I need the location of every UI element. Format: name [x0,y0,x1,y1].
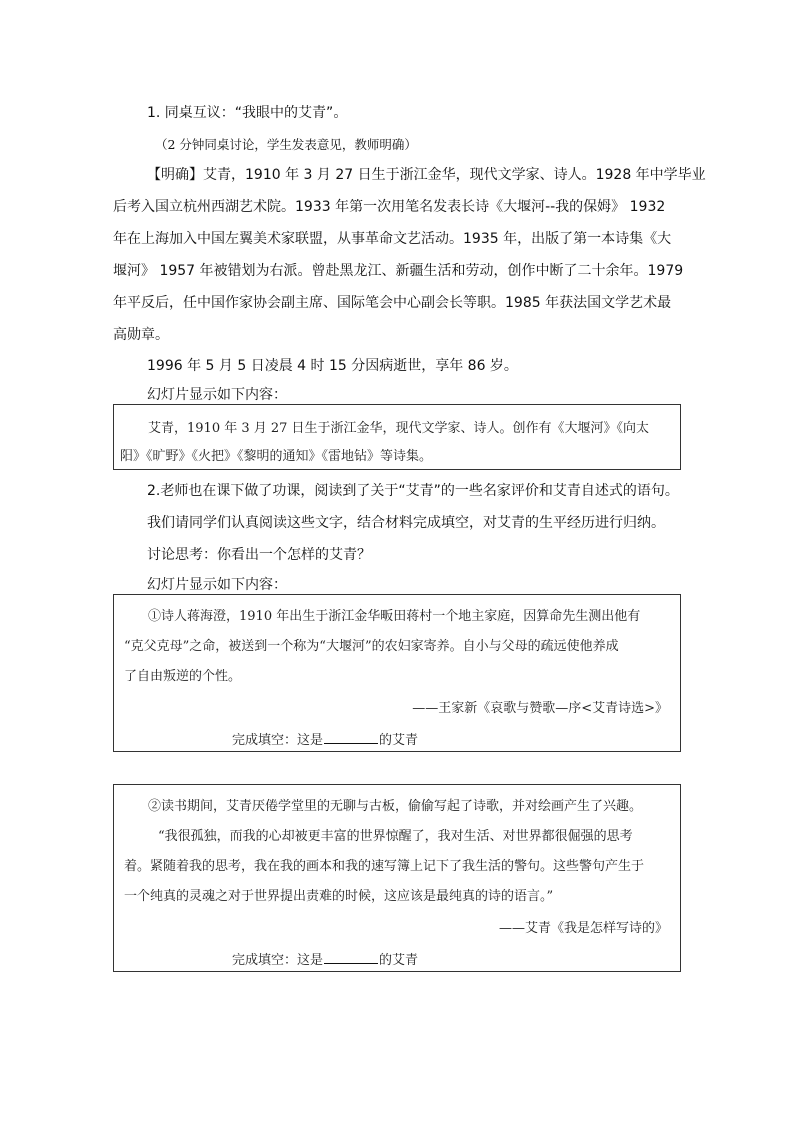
fill-prefix: 完成填空：这是 [232,953,324,968]
bio-line-3: 年在上海加入中国左翼美术家联盟，从事革命文艺活动。1935 年，出版了第一本诗集《大 [113,231,672,247]
quote-box-2-line-4: 一个纯真的灵魂之对于世界提出责难的时候，这应该是最纯真的诗的语言。” [124,889,554,904]
slide-label-1: 幻灯片显示如下内容： [147,387,287,403]
bio-line-2: 后考入国立杭州西湖艺术院。1933 年第一次用笔名发表长诗《大堰河--我的保姆》 1932 [113,199,666,215]
section2-line-2: 我们请同学们认真阅读这些文字，结合材料完成填空，对艾青的生平经历进行归纳。 [147,515,665,531]
quote-box-1-source: ——王家新《哀歌与赞歌—序<艾青诗选>》 [412,701,668,716]
quote-box-2-line-1: ②读书期间，艾青厌倦学堂里的无聊与古板，偷偷写起了诗歌，并对绘画产生了兴趣。 [148,799,643,814]
quote-box-1-line-3: 了自由叛逆的个性。 [124,669,242,684]
fill-prefix: 完成填空：这是 [232,733,324,748]
quote-box-1-line-1: ①诗人蒋海澄，1910 年出生于浙江金华畈田蒋村一个地主家庭，因算命先生测出他有 [148,609,641,624]
section1-note: （2 分钟同桌讨论，学生发表意见，教师明确） [155,137,417,152]
fill-blank-2[interactable] [324,951,378,964]
fill-suffix: 的艾青 [379,953,419,968]
section2-line-1: 2.老师也在课下做了功课，阅读到了关于“艾青”的一些名家评价和艾青自述式的语句。 [147,483,679,499]
death-line: 1996 年 5 月 5 日凌晨 4 时 15 分因病逝世，享年 86 岁。 [147,358,518,374]
quote-box-1-line-2: “克父克母”之命，被送到一个称为“大堰河”的农妇家寄养。自小与父母的疏远使他养成 [124,639,619,654]
fill-blank-1[interactable] [324,731,378,744]
bio-line-5: 年平反后，任中国作家协会副主席、国际笔会中心副会长等职。1985 年获法国文学艺术最 [113,295,672,311]
slide-box-1-line-1: 艾青，1910 年 3 月 27 日生于浙江金华，现代文学家、诗人。创作有《大堰河》《向太 [148,421,650,436]
quote-box-1 [113,594,681,752]
bio-line-6: 高勋章。 [113,327,169,343]
quote-box-2 [113,784,681,972]
section1-heading: 1. 同桌互议：“我眼中的艾青”。 [147,105,348,121]
section2-question: 讨论思考：你看出一个怎样的艾青？ [147,547,371,563]
slide-box-1 [113,404,681,470]
slide-label-2: 幻灯片显示如下内容： [147,577,287,593]
slide-box-1-line-2: 阳》《旷野》《火把》《黎明的通知》《雷地钻》等诗集。 [120,449,433,464]
quote-box-2-line-2: “我很孤独，而我的心却被更丰富的世界惊醒了，我对生活、对世界都很倔强的思考 [158,829,633,844]
quote-box-2-line-3: 着。紧随着我的思考，我在我的画本和我的速写簿上记下了我生活的警句。这些警句产生于 [124,859,645,874]
quote-box-2-fill [232,949,418,968]
bio-line-1: 【明确】艾青，1910 年 3 月 27 日生于浙江金华，现代文学家、诗人。1928 年中学毕业 [147,167,706,183]
quote-box-2-source: ——艾青《我是怎样写诗的》 [498,921,668,936]
bio-line-4: 堰河》 1957 年被错划为右派。曾赴黑龙江、新疆生活和劳动，创作中断了二十余年。1979 [113,263,684,279]
quote-box-1-fill [232,729,418,748]
fill-suffix: 的艾青 [379,733,419,748]
